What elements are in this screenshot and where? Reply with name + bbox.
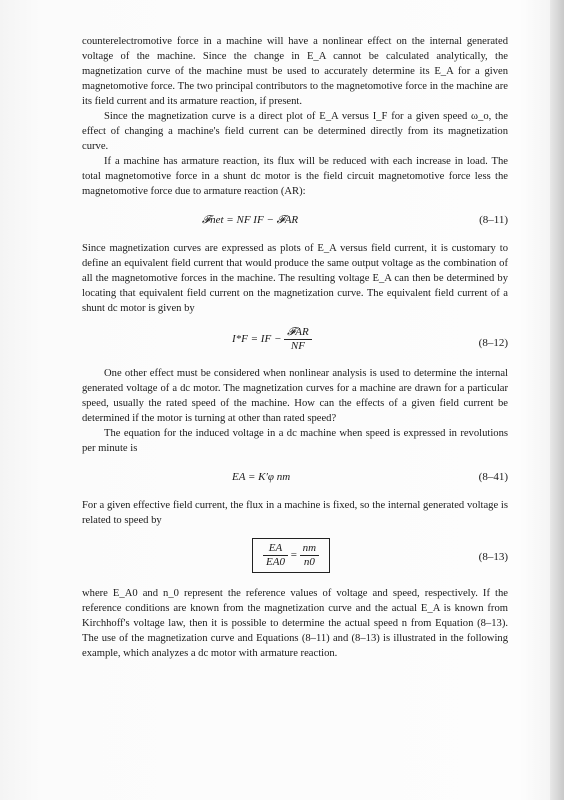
fraction-numerator: EA	[263, 542, 288, 556]
equation-number: (8–41)	[478, 471, 508, 483]
equation-8-11	[82, 205, 508, 235]
equation-body: EA = K′φ nm	[232, 471, 291, 483]
equation-fraction	[300, 542, 319, 569]
boxed-equation: $\frac{EA}{EA0}$ = $\frac{nm}{n0}$	[252, 538, 330, 573]
equation-8-41	[82, 462, 508, 492]
paragraph: counterelectromotive force in a machine will have a nonlinear effect on the internal generated voltage of the machine. Since the change in E_A cannot be calculated analytically, the magnetization curve of the machine must be used to accurately determine its E_A for a given magnetomotive force. The two principal contributors to the magnetomotive force in the machine are its field current and its armature reaction, if present.	[82, 36, 508, 107]
fraction-denominator: n0	[303, 556, 315, 568]
paragraph: If a machine has armature reaction, its flux will be reduced with each increase in load. The total magnetomotive force in a shunt dc motor is the field circuit magnetomotive force less the magnetomotive force due to armature reaction (AR):	[82, 156, 508, 197]
paragraph: where E_A0 and n_0 represent the reference values of voltage and speed, respectively. If the reference conditions are known from the magnetization curve and the actual E_A is known from Kirchhoff's voltage law, then it is possible to determine the actual speed n from Equation (8–13). The use of the magnetization curve and Equations (8–11) and (8–13) is illustrated in the following example, which analyzes a dc motor with armature reaction.	[82, 588, 508, 659]
equation-number: (8–11)	[479, 214, 508, 226]
equation-number: (8–13)	[478, 551, 508, 563]
equation-body: 𝓕net = NF IF − 𝓕AR	[202, 214, 299, 226]
equation-8-13	[82, 534, 508, 580]
paragraph: One other effect must be considered when nonlinear analysis is used to determine the internal generated voltage of a dc motor. The magnetization curves for a machine are drawn for a particular speed, usually the rated speed of the machine. How can the effects of a given field current be determined if the motor is turning at other than rated speed?	[82, 368, 508, 424]
equation-lhs: I*F = IF −	[232, 333, 282, 346]
body-text	[82, 34, 508, 661]
fraction-denominator: NF	[290, 340, 305, 352]
fraction-numerator: nm	[300, 542, 319, 556]
equation-fraction	[263, 542, 288, 569]
paragraph: Since the magnetization curve is a direct plot of E_A versus I_F for a given speed ω_o, the effect of changing a machine's field current can be determined directly from its magnetization curve.	[82, 111, 508, 152]
fraction-numerator: 𝓕AR	[284, 326, 312, 340]
equation-number: (8–12)	[478, 337, 508, 349]
page-spine-shadow	[550, 0, 564, 800]
equation-body	[232, 326, 312, 353]
paragraph: Since magnetization curves are expressed as plots of E_A versus field current, it is customary to define an equivalent field current that would produce the same output voltage as the combination of all the magnetomotive forces in the machine. The resulting voltage E_A can then be determined by locating that equivalent field current on the magnetization curve. The equivalent field current of a shunt dc motor is given by	[82, 243, 508, 314]
equation-fraction	[284, 326, 312, 353]
paragraph: The equation for the induced voltage in a dc machine when speed is expressed in revolutions per minute is	[82, 428, 508, 454]
paragraph: For a given effective field current, the flux in a machine is fixed, so the internal generated voltage is related to speed by	[82, 500, 508, 526]
equation-8-12	[82, 322, 508, 360]
fraction-denominator: EA0	[266, 556, 285, 568]
